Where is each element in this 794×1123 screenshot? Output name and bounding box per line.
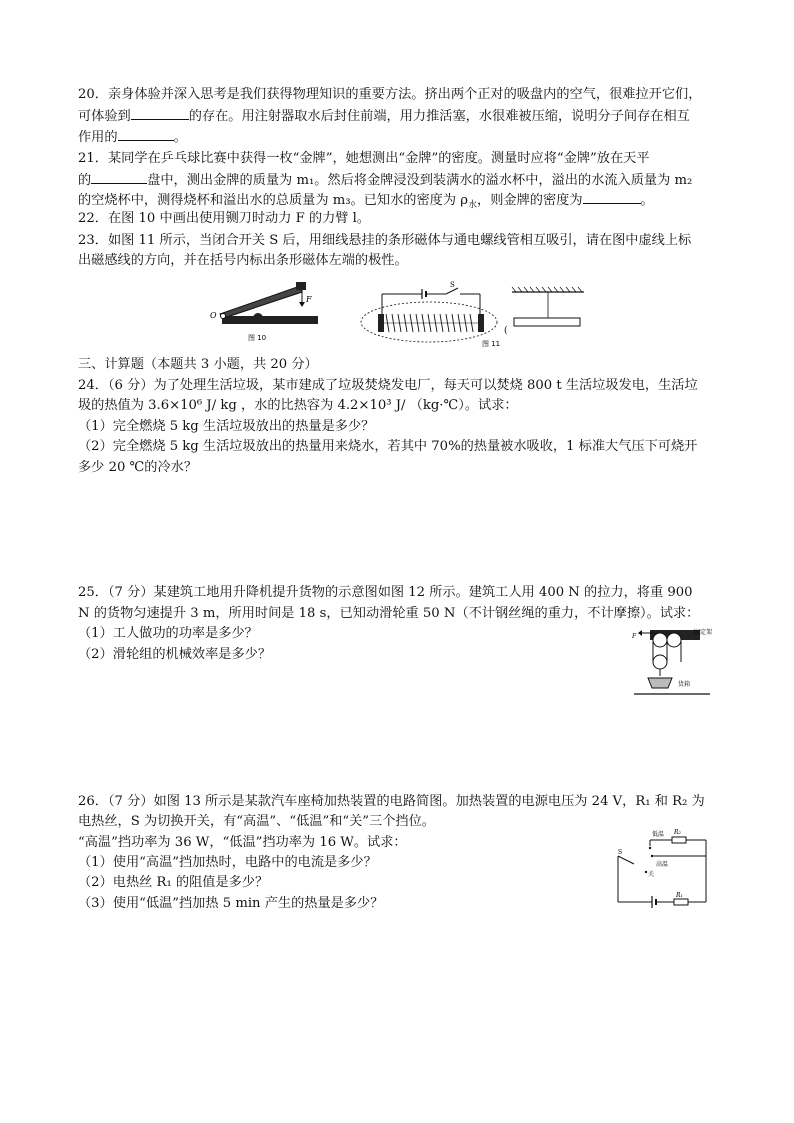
q26-sub-1: （1）使用“高温”挡加热时，电路中的电流是多少？	[78, 855, 377, 870]
q20-text-a: 可体验到	[78, 109, 131, 124]
answer-blank[interactable]	[131, 106, 189, 120]
q26-line-1: 26．（7 分）如图 13 所示是某款汽车座椅加热装置的电路简图。加热装置的电源电压为 24 V，R₁ 和 R₂ 为	[78, 794, 705, 809]
q24-line-2: 圾的热值为 3.6×10⁶ J/ kg ，水的比热容为 4.2×10³ J/ （kg·℃）。试求：	[78, 398, 518, 413]
q20-line-3	[78, 127, 187, 147]
answer-blank[interactable]	[91, 170, 147, 184]
q20-text-c: 作用的	[78, 130, 118, 145]
label-r1: R₁	[676, 892, 683, 899]
q26-line-2: 电热丝，S 为切换开关，有“高温”、“低温”和“关”三个挡位。	[78, 814, 435, 829]
q24-sub-2b: 多少 20 ℃的冷水？	[78, 460, 198, 475]
switch-label-s: S	[618, 849, 623, 856]
q20-text-b: 的存在。用注射器取水后封住前端，用力推活塞，水很难被压缩，说明分子间存在相互	[188, 109, 690, 124]
q26-sub-3: （3）使用“低温”挡加热 5 min 产生的热量是多少？	[78, 896, 384, 911]
figure-13	[612, 826, 712, 908]
q21-line-2	[78, 170, 692, 190]
q21-text-a: 的	[78, 173, 92, 188]
q21-line-1: 21．某同学在乒乓球比赛中获得一枚“金牌”，她想测出“金牌”的密度。测量时应将“金牌”放在天平	[78, 151, 650, 166]
q26-line-3: “高温”挡功率为 36 W，“低温”挡功率为 16 W。试求：	[78, 835, 407, 850]
figure-11	[354, 280, 594, 350]
q25-sub-1: （1）工人做功的功率是多少？	[78, 626, 258, 641]
q20-line-2	[78, 106, 690, 126]
label-high-temp: 高温	[656, 861, 669, 868]
label-fixed-frame: 固定架	[694, 629, 713, 636]
answer-blank[interactable]	[583, 190, 641, 204]
q23-line-1: 23．如图 11 所示，当闭合开关 S 后，用细线悬挂的条形磁体与通电螺线管相互吸引，请在图中虚线上标	[78, 233, 692, 248]
label-goods-box: 货箱	[678, 681, 691, 688]
q25-sub-2: （2）滑轮组的机械效率是多少？	[78, 647, 272, 662]
figure-11-caption: 图 11	[482, 340, 501, 348]
figure-12	[630, 624, 718, 700]
q20-text-d: 。	[173, 130, 187, 145]
q25-line-1: 25．（7 分）某建筑工地用升降机提升货物的示意图如图 12 所示。建筑工人用 400 N 的拉力，将重 900	[78, 585, 693, 600]
answer-blank[interactable]	[118, 127, 174, 141]
q26-sub-2: （2）电热丝 R₁ 的阻值是多少？	[78, 875, 269, 890]
q21-text-b: 盘中，测出金牌的质量为 m₁。然后将金牌浸没到装满水的溢水杯中，溢出的水流入质量为 m₂	[147, 173, 693, 188]
solenoid-diagram	[354, 280, 594, 350]
label-r2: R₂	[674, 829, 681, 836]
pole-parenthesis: (	[504, 326, 508, 336]
pulley-diagram	[630, 624, 718, 700]
q21-text-e: 。	[640, 193, 654, 208]
q23-line-2: 出磁感线的方向，并在括号内标出条形磁体左端的极性。	[78, 253, 408, 268]
q25-line-2: N 的货物匀速提升 3 m，所用时间是 18 s，已知动滑轮重 50 N（不计钢丝绳的重力，不计摩擦）。试求：	[78, 606, 700, 621]
q21-rho-subscript: 水	[468, 200, 478, 211]
figure-10	[208, 278, 320, 344]
q22-line-1: 22．在图 10 中画出使用铡刀时动力 F 的力臂 l。	[78, 211, 371, 226]
q24-line-1: 24．（6 分）为了处理生活垃圾，某市建成了垃圾焚烧发电厂，每天可以焚烧 800 t 生活垃圾发电，生活垃	[78, 378, 698, 393]
q24-sub-1: （1）完全燃烧 5 kg 生活垃圾放出的热量是多少？	[78, 419, 375, 434]
guillotine-diagram	[208, 278, 320, 344]
section-3-title: 三、计算题（本题共 3 小题，共 20 分）	[78, 357, 318, 372]
label-off: 关	[648, 871, 655, 878]
label-low-temp: 低温	[652, 831, 665, 838]
q21-text-c: 的空烧杯中，测得烧杯和溢出水的总质量为 m₃。已知水的密度为 ρ	[78, 193, 468, 208]
label-f: F	[306, 295, 312, 304]
label-o: O	[210, 311, 217, 320]
q24-sub-2a: （2）完全燃烧 5 kg 生活垃圾放出的热量用来烧水，若其中 70%的热量被水吸收，1 标准大气压下可烧开	[78, 439, 698, 454]
q21-text-d: ，则金牌的密度为	[477, 193, 583, 208]
figure-10-caption: 图 10	[248, 334, 267, 342]
label-f: F	[632, 633, 637, 640]
switch-label-s: S	[450, 281, 455, 289]
q20-line-1: 20．亲身体验并深入思考是我们获得物理知识的重要方法。挤出两个正对的吸盘内的空气，很难拉开它们，	[78, 87, 702, 102]
heating-circuit-diagram	[612, 826, 712, 908]
